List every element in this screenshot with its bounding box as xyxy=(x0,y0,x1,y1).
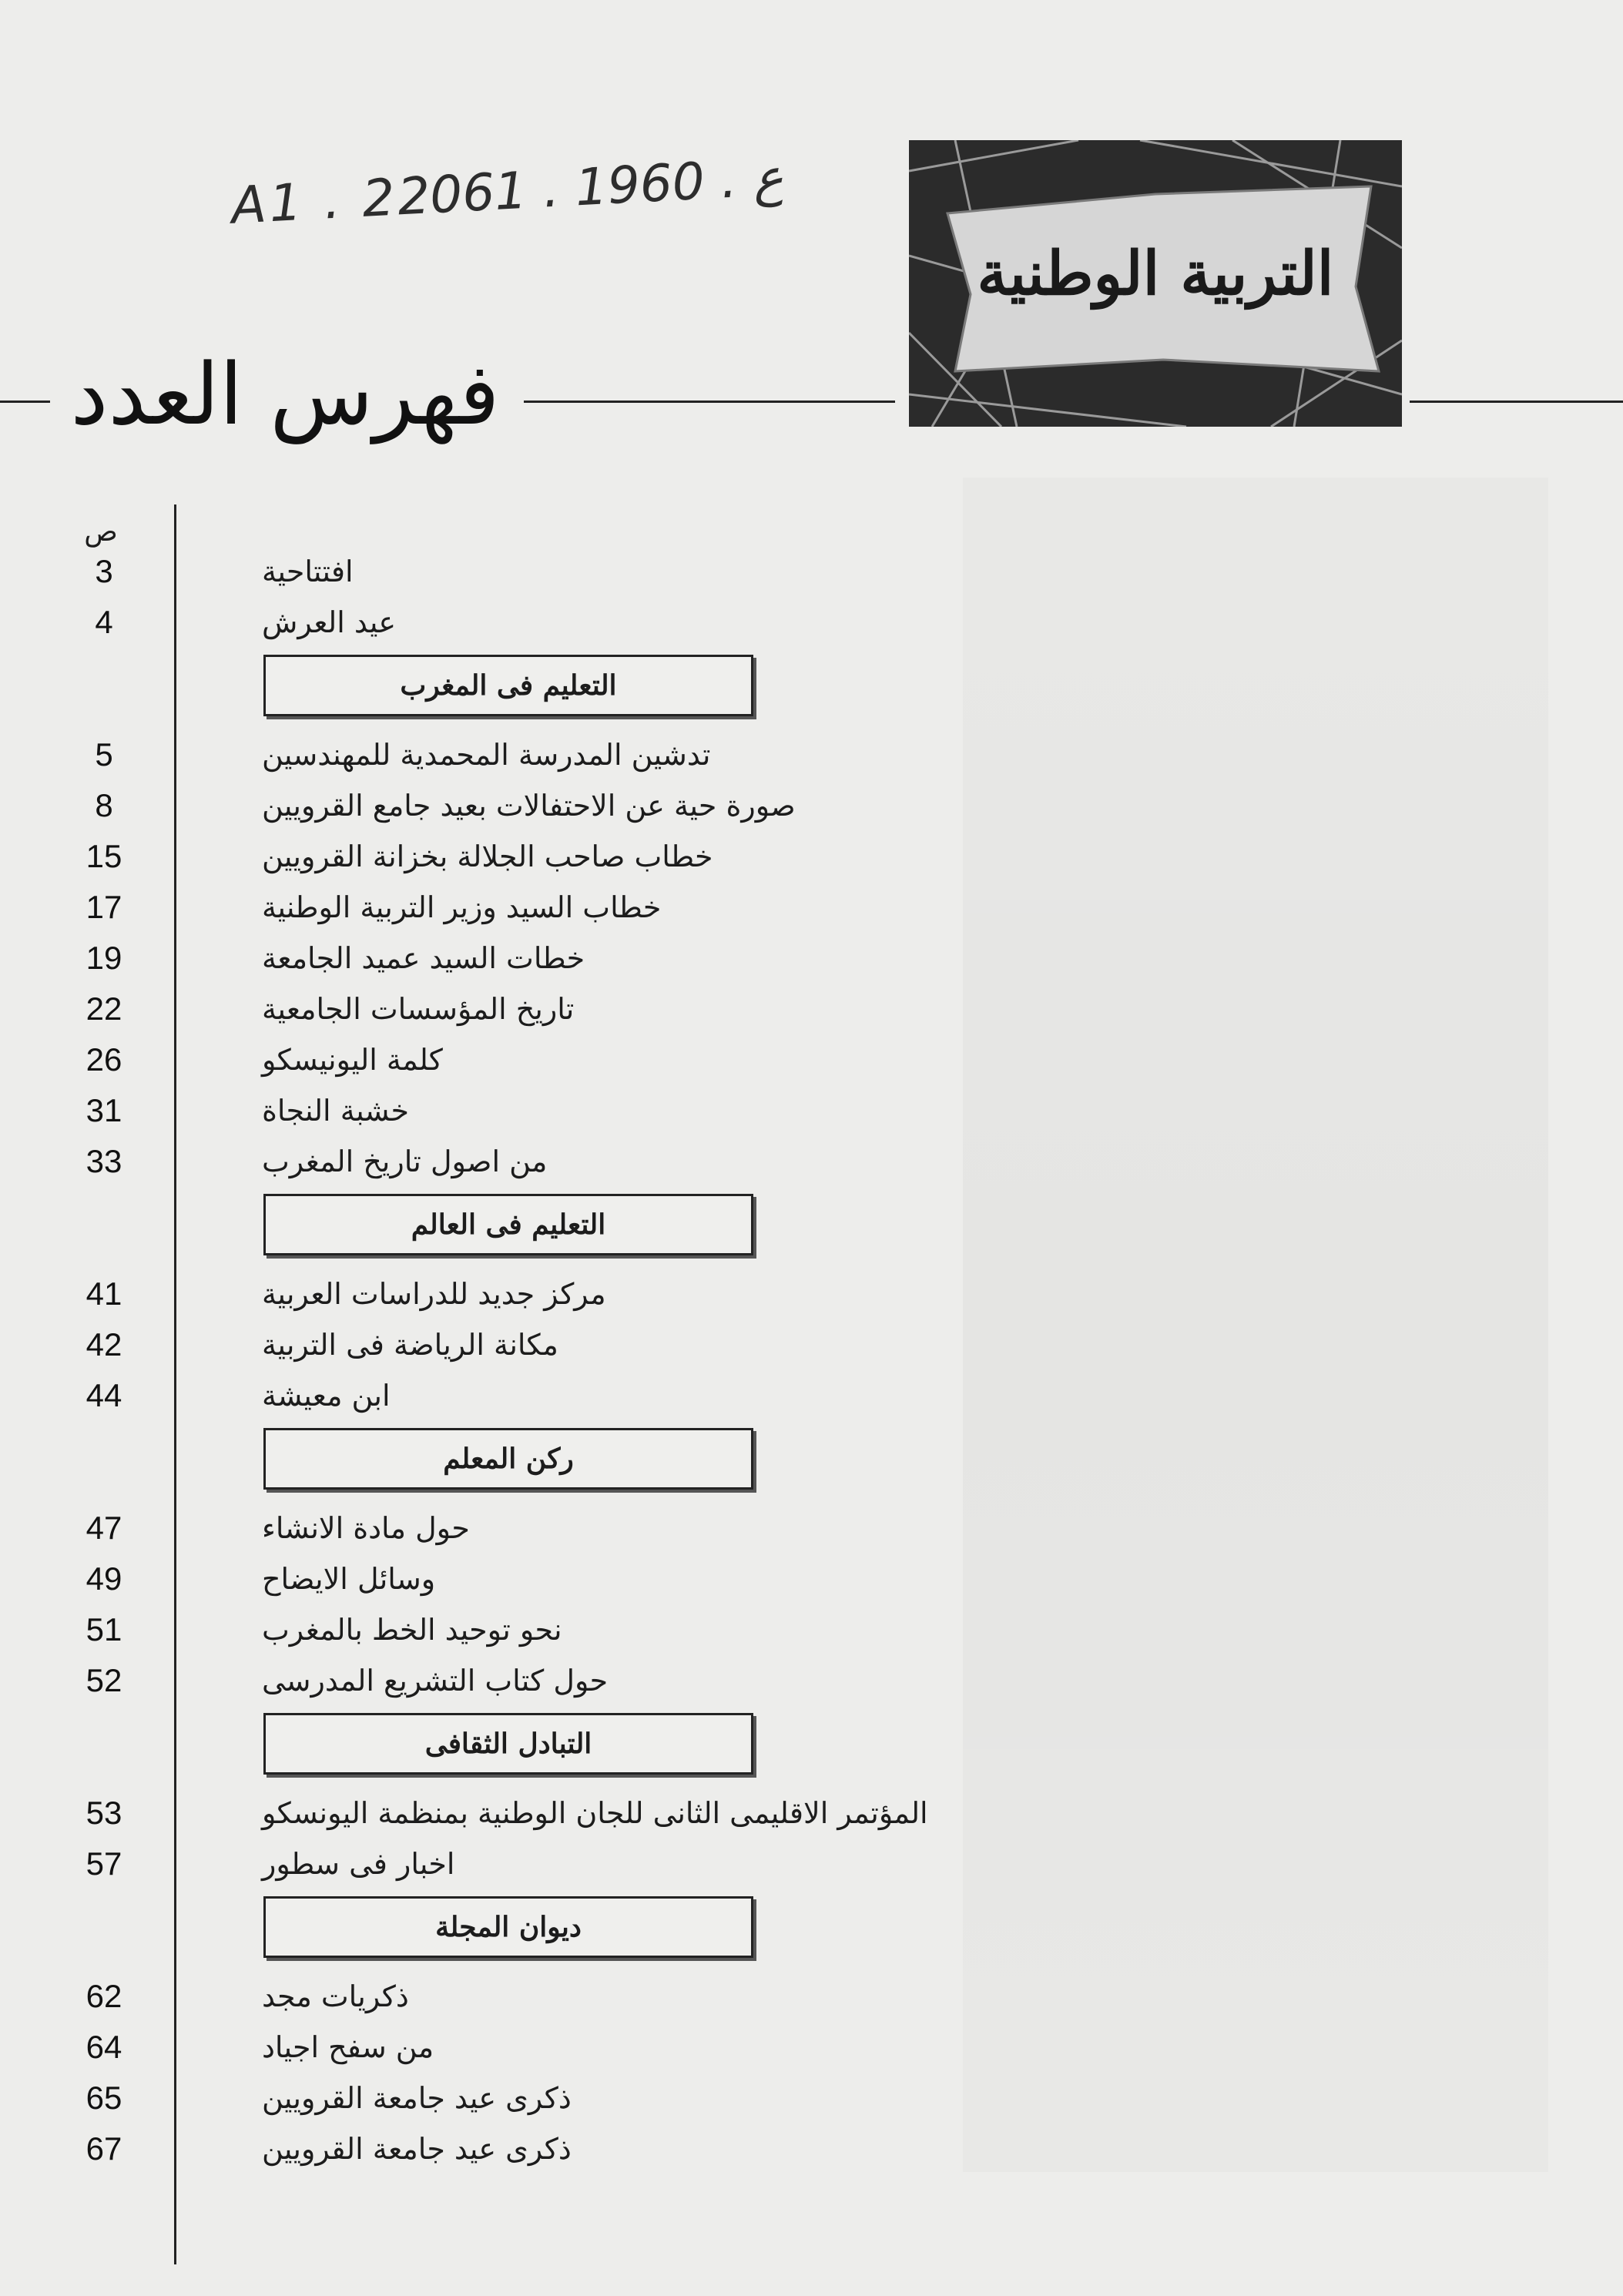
toc-entry-page: 42 xyxy=(86,1326,122,1363)
toc-entry-title: المؤتمر الاقليمى الثانى للجان الوطنية بمنظمة اليونسكو xyxy=(262,1796,928,1830)
toc-entry-title: تدشين المدرسة المحمدية للمهندسين xyxy=(262,738,711,772)
toc-entry-title: صورة حية عن الاحتفالات بعيد جامع القرويين xyxy=(262,789,796,823)
toc-entry-page: 49 xyxy=(86,1560,122,1597)
toc-entry-title: عيد العرش xyxy=(262,605,396,639)
toc-entry-page: 64 xyxy=(86,2029,122,2065)
toc-entry-page: 22 xyxy=(86,990,122,1027)
page-column-label: ص xyxy=(84,516,118,548)
toc-entry-page: 67 xyxy=(86,2130,122,2167)
toc-entry-page: 17 xyxy=(86,889,122,925)
handwritten-reference: A1 . 2ع . 1960 . 2061 xyxy=(230,147,785,236)
toc-entry-title: مكانة الرياضة فى التربية xyxy=(262,1328,558,1362)
toc-entry-title: افتتاحية xyxy=(262,555,354,588)
toc-entry-page: 4 xyxy=(95,604,113,640)
toc-entry-title: مركز جديد للدراسات العربية xyxy=(262,1277,606,1311)
section-heading xyxy=(263,1428,753,1490)
toc-entry-title: كلمة اليونيسكو xyxy=(262,1043,443,1077)
toc-entry-title: من سفح اجياد xyxy=(262,2030,434,2064)
toc-entry-title: تاريخ المؤسسات الجامعية xyxy=(262,992,575,1026)
toc-entry-page: 41 xyxy=(86,1275,122,1312)
toc-entry-title: اخبار فى سطور xyxy=(262,1847,455,1881)
section-heading-label: التعليم فى العالم xyxy=(411,1208,606,1241)
toc-entry-title: ذكريات مجد xyxy=(262,1979,409,2013)
toc-entry-title: ذكرى عيد جامعة القرويين xyxy=(262,2132,572,2166)
toc-entry-title: نحو توحيد الخط بالمغرب xyxy=(262,1613,562,1647)
magazine-title: التربية الوطنية xyxy=(977,239,1334,309)
toc-entry-page: 5 xyxy=(95,736,113,773)
toc-entry-title: خشبة النجاة xyxy=(262,1094,409,1128)
toc-entry-page: 33 xyxy=(86,1143,122,1179)
toc-entry-title: خطات السيد عميد الجامعة xyxy=(262,941,585,975)
toc-entry-page: 31 xyxy=(86,1092,122,1128)
toc-entry-page: 3 xyxy=(95,553,113,589)
toc-entry-page: 53 xyxy=(86,1795,122,1831)
section-heading-label: ركن المعلم xyxy=(443,1443,574,1475)
section-heading-label: التعليم فى المغرب xyxy=(400,669,617,702)
toc-entry-title: ذكرى عيد جامعة القرويين xyxy=(262,2081,572,2115)
toc-entry-page: 8 xyxy=(95,787,113,823)
toc-entry-page: 52 xyxy=(86,1662,122,1698)
toc-entry-title: من اصول تاريخ المغرب xyxy=(262,1145,548,1178)
toc-title: فهرس العدد xyxy=(70,345,500,444)
toc-entry-page: 65 xyxy=(86,2080,122,2116)
toc-entry-page: 62 xyxy=(86,1978,122,2014)
section-heading xyxy=(263,655,753,716)
section-heading-label: ديوان المجلة xyxy=(435,1911,582,1943)
toc-entry-title: ابن معيشة xyxy=(262,1379,391,1413)
toc-entry-title: حول مادة الانشاء xyxy=(262,1511,470,1545)
toc-entry-title: حول كتاب التشريع المدرسى xyxy=(262,1664,609,1698)
toc-entry-page: 57 xyxy=(86,1845,122,1882)
toc-entry-title: وسائل الايضاح xyxy=(262,1562,436,1596)
section-heading-label: التبادل الثقافى xyxy=(424,1728,592,1760)
toc-entry-page: 15 xyxy=(86,838,122,874)
toc-entry-title: خطاب صاحب الجلالة بخزانة القرويين xyxy=(262,840,713,873)
toc-entry-page: 51 xyxy=(86,1611,122,1647)
section-heading xyxy=(263,1194,753,1255)
toc-entry-page: 47 xyxy=(86,1510,122,1546)
toc-entry-title: خطاب السيد وزير التربية الوطنية xyxy=(262,890,662,924)
section-heading xyxy=(263,1713,753,1775)
toc-entry-page: 19 xyxy=(86,940,122,976)
section-heading xyxy=(263,1896,753,1958)
toc-entry-page: 26 xyxy=(86,1041,122,1078)
toc-entry-page: 44 xyxy=(86,1377,122,1413)
